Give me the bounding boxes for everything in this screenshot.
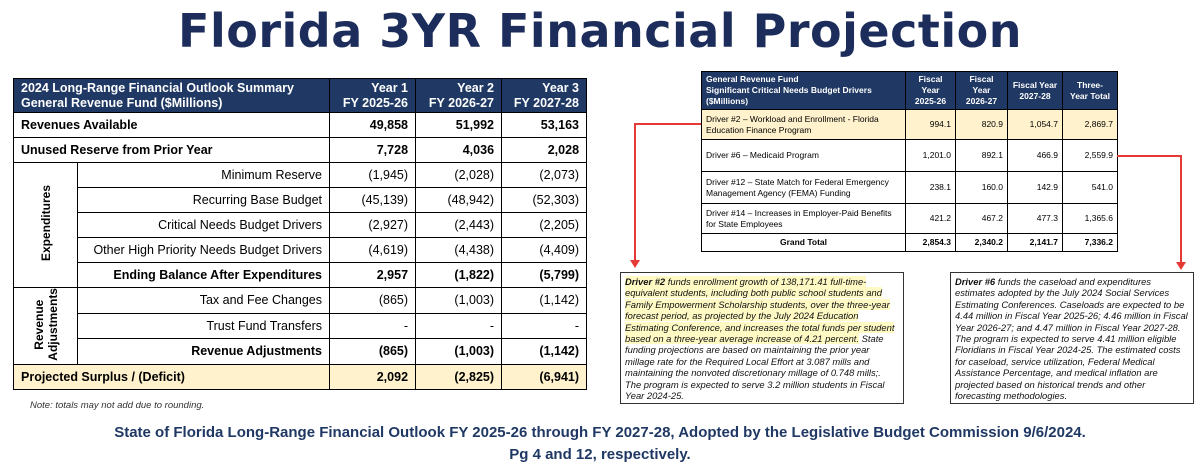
cell-value: 51,992 xyxy=(416,113,502,138)
cell-value: - xyxy=(416,313,502,339)
year-fy: FY 2025-26 xyxy=(342,95,409,110)
cell-value: (5,799) xyxy=(502,263,587,288)
drivers-header-label xyxy=(702,72,906,110)
year-label: Year 1 xyxy=(371,80,409,95)
table-row xyxy=(14,213,587,238)
cell-value: 2,028 xyxy=(502,138,587,163)
driver2-note xyxy=(620,272,904,404)
group-label-line2: Adjustments xyxy=(45,288,60,361)
summary-header-line2: General Revenue Fund ($Millions) xyxy=(21,95,223,110)
cell-value: (1,003) xyxy=(416,339,502,365)
summary-header-label xyxy=(14,79,330,113)
cell-value: (2,205) xyxy=(502,213,587,238)
col-header-line1: Three- xyxy=(1077,79,1103,90)
cell-value: 53,163 xyxy=(502,113,587,138)
driver6-note-label: Driver #6 xyxy=(955,276,996,287)
row-label: Critical Needs Budget Drivers xyxy=(78,213,330,238)
col-header-line1: Fiscal Year xyxy=(969,74,994,95)
row-label: Revenues Available xyxy=(14,113,330,138)
table-row xyxy=(14,288,587,314)
table-row xyxy=(14,339,587,365)
cell-value: 994.1 xyxy=(906,110,956,140)
footer-line1: State of Florida Long-Range Financial Outlook FY 2025-26 through FY 2027-28, Adopted by the Legislative Budget Commission 9/6/2024. xyxy=(114,424,1086,441)
table-row xyxy=(702,204,1118,234)
year-fy: FY 2026-27 xyxy=(428,95,495,110)
page-title: Florida 3YR Financial Projection xyxy=(178,4,1022,58)
driver2-note-highlight xyxy=(625,276,894,344)
table-row xyxy=(702,140,1118,172)
cell-value: (865) xyxy=(330,339,416,365)
driver6-note-text: funds the caseload and expenditures estimates adopted by the July 2024 Social Services Estimating Conferences. Caseloads are expected to be 4.44 million in Fiscal Year 2025-26; 4.46 million in Fiscal Year 2026-27; and 4.47 million in Fiscal Year 2027-28. The program is expected to serve 4.41 million eligible Floridians in Fiscal Year 2024-25. The estimated costs for caseload, service utilization, Federal Medical Assistance Percentage, and medical inflation are projected based on historical trends and other forecasting methodologies. xyxy=(955,276,1188,402)
cell-value: (865) xyxy=(330,288,416,314)
table-row xyxy=(14,138,587,163)
cell-value: (1,142) xyxy=(502,288,587,314)
table-row xyxy=(14,263,587,288)
year-fy: FY 2027-28 xyxy=(513,95,580,110)
drivers-header-line3: ($Millions) xyxy=(706,96,749,106)
cell-value: (1,945) xyxy=(330,163,416,188)
cell-value: - xyxy=(330,313,416,339)
table-row xyxy=(14,313,587,339)
col-header xyxy=(956,72,1008,110)
driver6-arrow-h xyxy=(1117,155,1182,157)
cell-value: 2,141.7 xyxy=(1008,234,1063,252)
cell-value: (1,003) xyxy=(416,288,502,314)
cell-value: 2,559.9 xyxy=(1063,140,1118,172)
table-row xyxy=(14,238,587,263)
revenue-adjustments-group-label xyxy=(14,288,78,365)
cell-value: (1,142) xyxy=(502,339,587,365)
year3-header xyxy=(502,79,587,113)
cell-value: (52,303) xyxy=(502,188,587,213)
row-label: Other High Priority Needs Budget Drivers xyxy=(78,238,330,263)
row-label: Trust Fund Transfers xyxy=(78,313,330,339)
cell-value: 2,340.2 xyxy=(956,234,1008,252)
col-header xyxy=(1063,72,1118,110)
drivers-table xyxy=(701,71,1118,252)
cell-value: (2,443) xyxy=(416,213,502,238)
cell-value: 1,365.6 xyxy=(1063,204,1118,234)
cell-value: (6,941) xyxy=(502,364,587,389)
cell-value: 477.3 xyxy=(1008,204,1063,234)
cell-value: 4,036 xyxy=(416,138,502,163)
cell-value: 160.0 xyxy=(956,172,1008,204)
cell-value: (45,139) xyxy=(330,188,416,213)
cell-value: (4,409) xyxy=(502,238,587,263)
cell-value: (48,942) xyxy=(416,188,502,213)
year-label: Year 3 xyxy=(542,80,580,95)
cell-value: 820.9 xyxy=(956,110,1008,140)
rounding-note: Note: totals may not add due to rounding. xyxy=(30,400,205,411)
table-row xyxy=(14,163,587,188)
surplus-row xyxy=(14,364,587,389)
group-label-line1: Revenue xyxy=(31,299,46,350)
cell-value: 1,201.0 xyxy=(906,140,956,172)
driver6-arrowhead-icon xyxy=(1176,262,1186,270)
cell-value: 7,336.2 xyxy=(1063,234,1118,252)
drivers-header-line2: Significant Critical Needs Budget Drivers xyxy=(706,85,872,95)
col-header-line2: 2025-26 xyxy=(914,96,947,106)
col-header xyxy=(1008,72,1063,110)
cell-value: 7,728 xyxy=(330,138,416,163)
table-row xyxy=(14,113,587,138)
cell-value: 541.0 xyxy=(1063,172,1118,204)
grand-total-row xyxy=(702,234,1118,252)
cell-value: 2,957 xyxy=(330,263,416,288)
row-label: Minimum Reserve xyxy=(78,163,330,188)
driver2-arrowhead-icon xyxy=(630,260,640,268)
row-label: Projected Surplus / (Deficit) xyxy=(14,364,330,389)
cell-value: 467.2 xyxy=(956,204,1008,234)
drivers-header-line1: General Revenue Fund xyxy=(706,74,799,84)
cell-value: (2,825) xyxy=(416,364,502,389)
cell-value: 49,858 xyxy=(330,113,416,138)
driver-label: Driver #2 – Workload and Enrollment - Florida Education Finance Program xyxy=(702,110,906,140)
year2-header xyxy=(416,79,502,113)
cell-value: (2,073) xyxy=(502,163,587,188)
driver2-note-highlight-text: funds enrollment growth of 138,171.41 full-time-equivalent students, including both public school students and Family Empowerment Scholarship students, over the three-year forecast period, as projected by the July 2024 Education Estimating Conference, and increases the total funds per student based on a three-year average increase of 4.21 percent. xyxy=(625,276,895,345)
driver-label: Driver #12 – State Match for Federal Emergency Management Agency (FEMA) Funding xyxy=(702,172,906,204)
group-label-text: Expenditures xyxy=(38,185,53,262)
driver2-note-text: State funding projections are based on maintaining the prior year millage rate for the Required Local Effort at 3.087 mills and maintaining the nonvoted discretionary millage of 0.748 mills;. The program is expected to serve 3.2 million students in Fiscal Year 2024-25. xyxy=(625,333,885,402)
cell-value: 2,854.3 xyxy=(906,234,956,252)
table-row xyxy=(702,110,1118,140)
cell-value: - xyxy=(502,313,587,339)
col-header xyxy=(906,72,956,110)
cell-value: 2,092 xyxy=(330,364,416,389)
cell-value: (2,927) xyxy=(330,213,416,238)
group-label-text xyxy=(32,288,60,361)
col-header-line1: Fiscal Year xyxy=(1012,79,1058,90)
row-label: Tax and Fee Changes xyxy=(78,288,330,314)
driver2-note-label: Driver #2 xyxy=(625,276,666,287)
summary-table xyxy=(13,78,587,390)
cell-value: 421.2 xyxy=(906,204,956,234)
table-row xyxy=(14,188,587,213)
cell-value: 2,869.7 xyxy=(1063,110,1118,140)
year-label: Year 2 xyxy=(457,80,495,95)
footer-line2: Pg 4 and 12, respectively. xyxy=(509,446,691,463)
driver2-arrow-v xyxy=(634,123,636,261)
drivers-header-row xyxy=(702,72,1118,110)
cell-value: (4,619) xyxy=(330,238,416,263)
driver6-arrow-v xyxy=(1180,155,1182,263)
col-header-line1: Fiscal Year xyxy=(918,74,943,95)
row-label: Ending Balance After Expenditures xyxy=(78,263,330,288)
cell-value: (2,028) xyxy=(416,163,502,188)
cell-value: 466.9 xyxy=(1008,140,1063,172)
col-header-line2: 2026-27 xyxy=(965,96,998,106)
driver6-note xyxy=(950,272,1194,404)
driver-label: Driver #14 – Increases in Employer-Paid Benefits for State Employees xyxy=(702,204,906,234)
driver-label: Driver #6 – Medicaid Program xyxy=(702,140,906,172)
driver-label: Grand Total xyxy=(702,234,906,252)
col-header-line2: 2027-28 xyxy=(1019,90,1051,101)
row-label: Unused Reserve from Prior Year xyxy=(14,138,330,163)
year1-header xyxy=(330,79,416,113)
cell-value: (4,438) xyxy=(416,238,502,263)
driver2-arrow-h xyxy=(634,123,701,125)
row-label: Recurring Base Budget xyxy=(78,188,330,213)
cell-value: 238.1 xyxy=(906,172,956,204)
cell-value: 142.9 xyxy=(1008,172,1063,204)
cell-value: 1,054.7 xyxy=(1008,110,1063,140)
row-label: Revenue Adjustments xyxy=(78,339,330,365)
cell-value: 892.1 xyxy=(956,140,1008,172)
summary-header-row xyxy=(14,79,587,113)
cell-value: (1,822) xyxy=(416,263,502,288)
col-header-line2: Year Total xyxy=(1070,90,1110,101)
table-row xyxy=(702,172,1118,204)
summary-header-line1: 2024 Long-Range Financial Outlook Summary xyxy=(21,80,294,95)
expenditures-group-label xyxy=(14,163,78,288)
